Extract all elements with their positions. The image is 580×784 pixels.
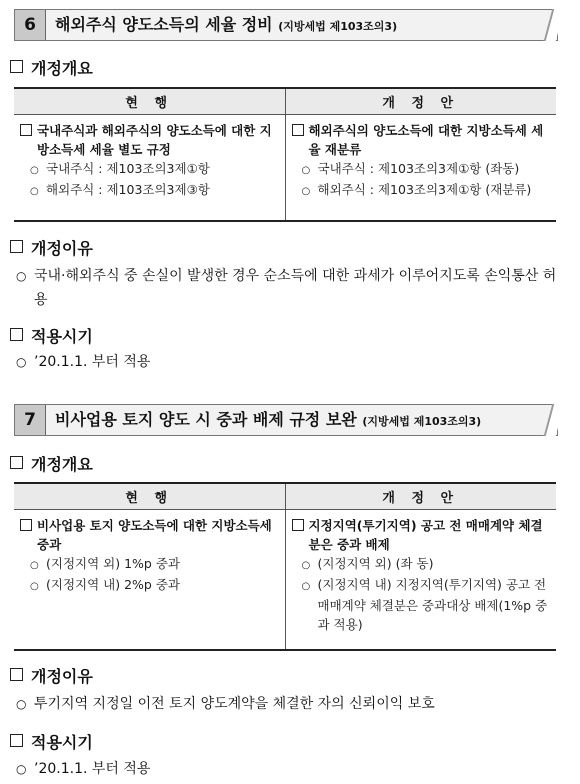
heading-text: 적용시기	[31, 327, 93, 346]
heading-text: 개정이유	[31, 239, 93, 258]
list-item: ○ 해외주식 : 제103조의3제③항	[20, 180, 279, 201]
checkbox-square-icon	[10, 456, 23, 469]
square-bullet-icon	[292, 124, 304, 136]
heading-overview	[10, 56, 93, 79]
checkbox-square-icon	[10, 328, 23, 341]
law-reference: (지방세법 제103조의3)	[362, 415, 482, 428]
list-item: ○ (지정지역 외) 1%p 중과	[20, 554, 279, 575]
revised-cell	[285, 115, 556, 221]
heading-reason	[10, 236, 93, 259]
heading-text: 개정개요	[31, 455, 93, 474]
header-slash-decoration	[544, 404, 565, 436]
column-header-revised: 개 정 안	[285, 483, 556, 510]
section-number: 7	[15, 405, 46, 435]
list-item: ○ 국내주식 : 제103조의3제①항	[20, 159, 279, 180]
revised-cell	[285, 510, 556, 650]
revised-heading	[292, 516, 551, 554]
comparison-table	[14, 87, 556, 222]
heading-text: 적용시기	[31, 733, 93, 752]
heading-reason	[10, 664, 93, 687]
square-bullet-icon	[20, 124, 32, 136]
revised-heading	[292, 121, 551, 159]
current-cell	[14, 510, 285, 650]
current-heading	[20, 121, 279, 159]
checkbox-square-icon	[10, 668, 23, 681]
square-bullet-icon	[20, 519, 32, 531]
heading-text: 개정이유	[31, 667, 93, 686]
revised-heading-text: 해외주식의 양도소득에 대한 지방소득세 세율 재분류	[308, 123, 544, 157]
list-item: ○ 해외주식 : 제103조의3제①항 (재분류)	[292, 180, 551, 201]
checkbox-square-icon	[10, 240, 23, 253]
section-title	[55, 405, 481, 437]
section-title	[55, 10, 397, 42]
reason-text: ○ 투기지역 지정일 이전 토지 양도계약을 체결한 자의 신뢰이익 보호	[34, 692, 564, 716]
heading-apply	[10, 730, 93, 753]
column-header-current: 현 행	[14, 483, 285, 510]
square-bullet-icon	[292, 519, 304, 531]
revised-heading-text: 지정지역(투기지역) 공고 전 매매계약 체결분은 중과 배제	[308, 518, 543, 552]
section-title-text: 해외주식 양도소득의 세율 정비	[55, 15, 273, 34]
list-item: ○ 국내주식 : 제103조의3제①항 (좌동)	[292, 159, 551, 180]
comparison-table	[14, 482, 556, 651]
section-title-text: 비사업용 토지 양도 시 중과 배제 규정 보완	[55, 410, 357, 429]
list-item: ○ (지정지역 내) 2%p 중과	[20, 575, 279, 596]
current-heading-text: 국내주식과 해외주식의 양도소득에 대한 지방소득세 세율 별도 규정	[37, 123, 272, 157]
column-header-current: 현 행	[14, 88, 285, 115]
header-slash-decoration	[544, 9, 565, 41]
section-number: 6	[15, 10, 46, 40]
list-item: ○ (지정지역 외) (좌 동)	[292, 554, 551, 575]
current-heading-text: 비사업용 토지 양도소득에 대한 지방소득세 중과	[37, 518, 272, 552]
section-6-header	[14, 9, 558, 41]
checkbox-square-icon	[10, 60, 23, 73]
apply-text: ○ ’20.1.1. 부터 적용	[34, 350, 564, 374]
heading-text: 개정개요	[31, 59, 93, 78]
section-7-header	[14, 404, 558, 436]
reason-text: ○ 국내·해외주식 중 손실이 발생한 경우 순소득에 대한 과세가 이루어지도록 손익통산 허용	[34, 264, 564, 312]
heading-overview	[10, 452, 93, 475]
current-heading	[20, 516, 279, 554]
apply-text: ○ ’20.1.1. 부터 적용	[34, 757, 564, 781]
heading-apply	[10, 324, 93, 347]
checkbox-square-icon	[10, 734, 23, 747]
column-header-revised: 개 정 안	[285, 88, 556, 115]
law-reference: (지방세법 제103조의3)	[278, 20, 398, 33]
current-cell	[14, 115, 285, 221]
list-item: ○ (지정지역 내) 지정지역(투기지역) 공고 전 매매계약 체결분은 중과대상 배제(1%p 중과 적용)	[292, 575, 551, 634]
